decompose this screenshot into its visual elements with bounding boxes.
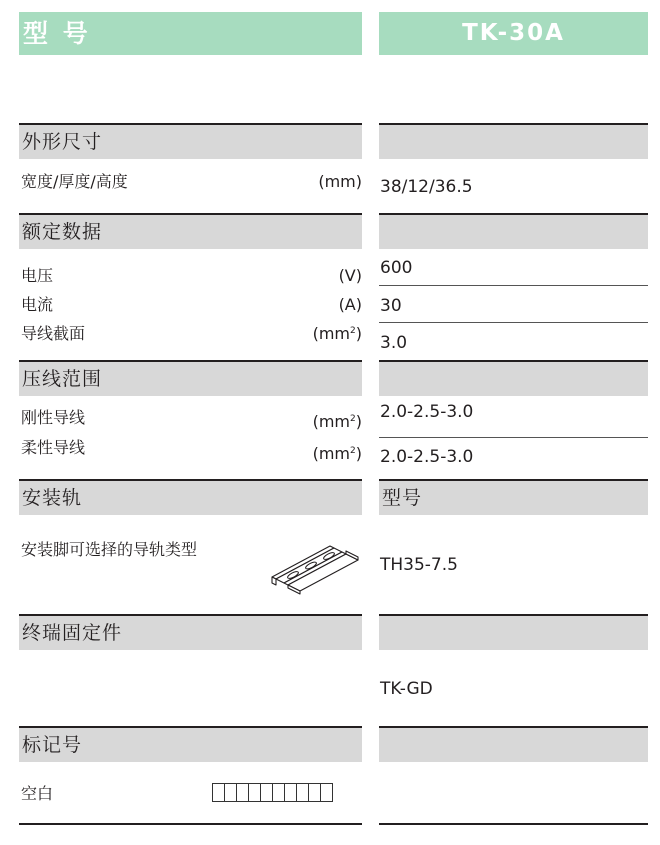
din-rail-icon — [270, 537, 362, 595]
section-crimp-title: 压线范围 — [19, 360, 362, 396]
section-crimp-right — [379, 360, 648, 396]
current-unit: (A) — [338, 295, 362, 314]
bottom-rule-right — [379, 823, 648, 825]
marker-box — [320, 783, 333, 802]
section-rail-title: 安装轨 — [19, 479, 362, 515]
voltage-value: 600 — [380, 258, 413, 278]
marker-boxes — [212, 783, 332, 802]
dimensions-label: 宽度/厚度/高度 — [21, 172, 128, 191]
model-header-value: TK-30A — [379, 12, 648, 55]
section-dimensions-title: 外形尺寸 — [19, 123, 362, 159]
voltage-unit: (V) — [338, 266, 362, 285]
dimensions-value: 38/12/36.5 — [380, 177, 473, 197]
section-ratings-title: 额定数据 — [19, 213, 362, 249]
section-area-label: 导线截面 — [21, 324, 86, 343]
row-divider — [379, 322, 648, 323]
bottom-rule-left — [19, 823, 362, 825]
row-divider — [379, 437, 648, 438]
voltage-label: 电压 — [21, 266, 54, 285]
section-area-value: 3.0 — [380, 333, 408, 353]
rail-value: TH35-7.5 — [380, 555, 458, 575]
rigid-wire-value: 2.0-2.5-3.0 — [380, 402, 474, 422]
flexible-wire-value: 2.0-2.5-3.0 — [380, 447, 474, 467]
current-value: 30 — [380, 296, 402, 316]
flexible-wire-unit: $(mm^2)$ — [312, 444, 362, 463]
flexible-wire-label: 柔性导线 — [21, 438, 86, 457]
dimensions-unit: (mm) — [318, 172, 362, 191]
section-end-stop-right — [379, 614, 648, 650]
end-stop-value: TK-GD — [380, 679, 433, 699]
section-area-unit: $(mm^2)$ — [312, 324, 362, 343]
section-ratings-right — [379, 213, 648, 249]
section-end-stop-title: 终瑞固定件 — [19, 614, 362, 650]
section-rail-right-title: 型号 — [379, 479, 648, 515]
rail-label: 安装脚可选择的导轨类型 — [21, 540, 198, 559]
row-divider — [379, 285, 648, 286]
section-dimensions-right — [379, 123, 648, 159]
section-marker-right — [379, 726, 648, 762]
section-marker-title: 标记号 — [19, 726, 362, 762]
marker-label: 空白 — [21, 784, 54, 803]
model-header-label: 型 号 — [19, 12, 362, 55]
rigid-wire-label: 刚性导线 — [21, 408, 86, 427]
rigid-wire-unit: $(mm^2)$ — [312, 412, 362, 431]
current-label: 电流 — [21, 295, 54, 314]
